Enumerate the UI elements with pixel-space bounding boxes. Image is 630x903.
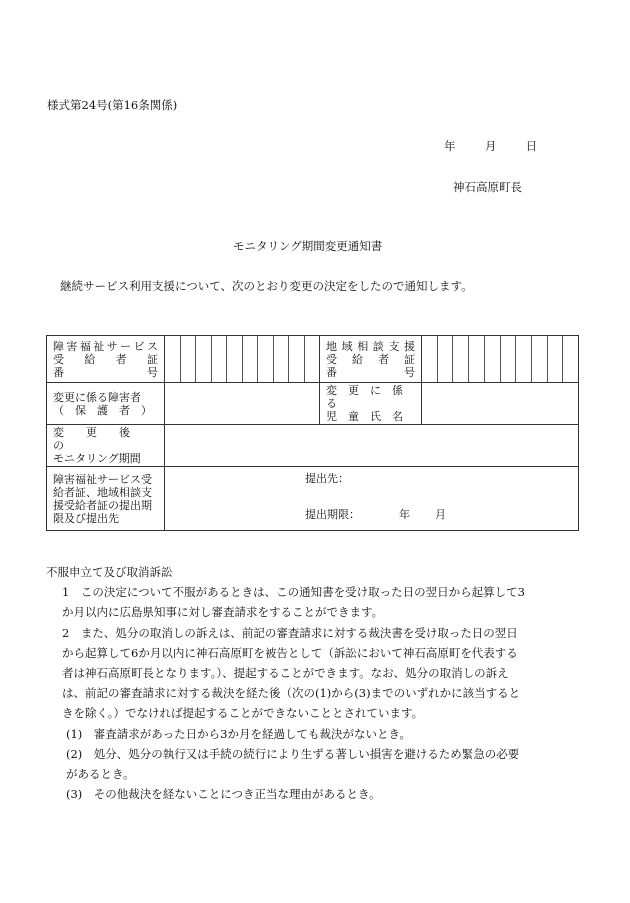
welfare-cert-number-field[interactable] — [165, 336, 320, 383]
appeal-paragraph-1: 1 この決定について不服があるときは、この通知書を受け取った日の翌日から起算して3か月以内に広島県知事に対し審査請求をすることができます。 — [62, 585, 525, 620]
appeal-item-2: (2) 処分、処分の執行又は手続の続行により生ずる著しい損害を避けるため緊急の必要があるとき。 — [66, 746, 520, 782]
issuer: 神石高原町長 — [453, 180, 522, 194]
document-title: モニタリング期間変更通知書 — [233, 239, 383, 253]
appeal-item-1: (1) 審査請求があった日から3か月を経過しても裁決がないとき。 — [66, 726, 412, 741]
date-year: 年 — [444, 139, 456, 153]
child-name-field[interactable] — [422, 383, 579, 425]
label-line: 変 更 に 係 る — [326, 384, 414, 410]
deadline-year: 年 — [399, 508, 410, 521]
label-line: 受 給 者 証 — [326, 352, 415, 366]
label-line: モニタリング期間 — [53, 452, 141, 465]
label-line: 給者証、地域相談支 — [53, 485, 152, 499]
label-line: 地域相談支援 — [326, 339, 415, 353]
form-number: 様式第24号(第16条関係) — [47, 98, 178, 112]
date-day: 日 — [525, 139, 538, 153]
date-line — [444, 138, 537, 154]
appeal-heading: 不服申立て及び取消訴訟 — [46, 565, 173, 579]
appeal-section — [46, 562, 526, 804]
row-monitoring-period — [47, 425, 579, 467]
label-line: 番 号 — [326, 365, 415, 379]
appeal-paragraph-2: 2 また、処分の取消しの訴えは、前記の審査請求に対する裁決書を受け取った日の翌日から起算して6か月以内に神石高原町を被告として（訴訟において神石高原町を代表する者は神石高原町長となります。）、提起することができます。なお、処分の取消しの訴えは、前記の審査請求に対する裁決を経た後（次の(1)から(3)までのいずれかに該当するときを除く。）でなければ提起することができないこととされています。 — [62, 625, 521, 721]
label-line: 変更に係る障害者 — [53, 390, 141, 404]
form-table — [46, 335, 579, 531]
label-child-name — [320, 383, 422, 425]
label-line: 障害福祉サービス — [53, 339, 158, 353]
monitoring-period-field[interactable] — [165, 425, 579, 467]
submit-to-label: 提出先： — [305, 472, 349, 485]
date-month: 月 — [484, 139, 497, 153]
label-line: 限及び提出先 — [53, 511, 119, 525]
label-line: （ 保 護 者 ） — [53, 403, 152, 417]
label-line: 障害福祉サービス受 — [53, 472, 152, 486]
label-line: 受 給 者 証 — [53, 352, 158, 366]
intro-text: 継続サービス利用支援について、次のとおり変更の決定をしたので通知します。 — [60, 279, 473, 293]
label-line: 変 更 後 の — [53, 426, 152, 452]
row-submission — [47, 467, 579, 531]
label-line: 児 童 氏 名 — [326, 410, 403, 423]
label-line: 援受給者証の提出期 — [53, 498, 152, 512]
label-submission — [47, 467, 165, 531]
row-certificate-numbers — [47, 336, 579, 383]
deadline-label: 提出期限： — [305, 508, 360, 521]
disabled-person-field[interactable] — [165, 383, 320, 425]
label-consult-cert-number — [320, 336, 422, 383]
deadline-month: 月 — [435, 508, 446, 521]
consult-cert-number-field[interactable] — [422, 336, 579, 383]
row-persons — [47, 383, 579, 425]
appeal-item-3: (3) その他裁決を経ないことにつき正当な理由があるとき。 — [66, 787, 381, 802]
label-monitoring-period — [47, 425, 165, 467]
label-line: 番 号 — [53, 365, 158, 379]
label-disabled-person — [47, 383, 165, 425]
label-welfare-cert-number — [47, 336, 165, 383]
submission-field[interactable] — [165, 467, 579, 531]
